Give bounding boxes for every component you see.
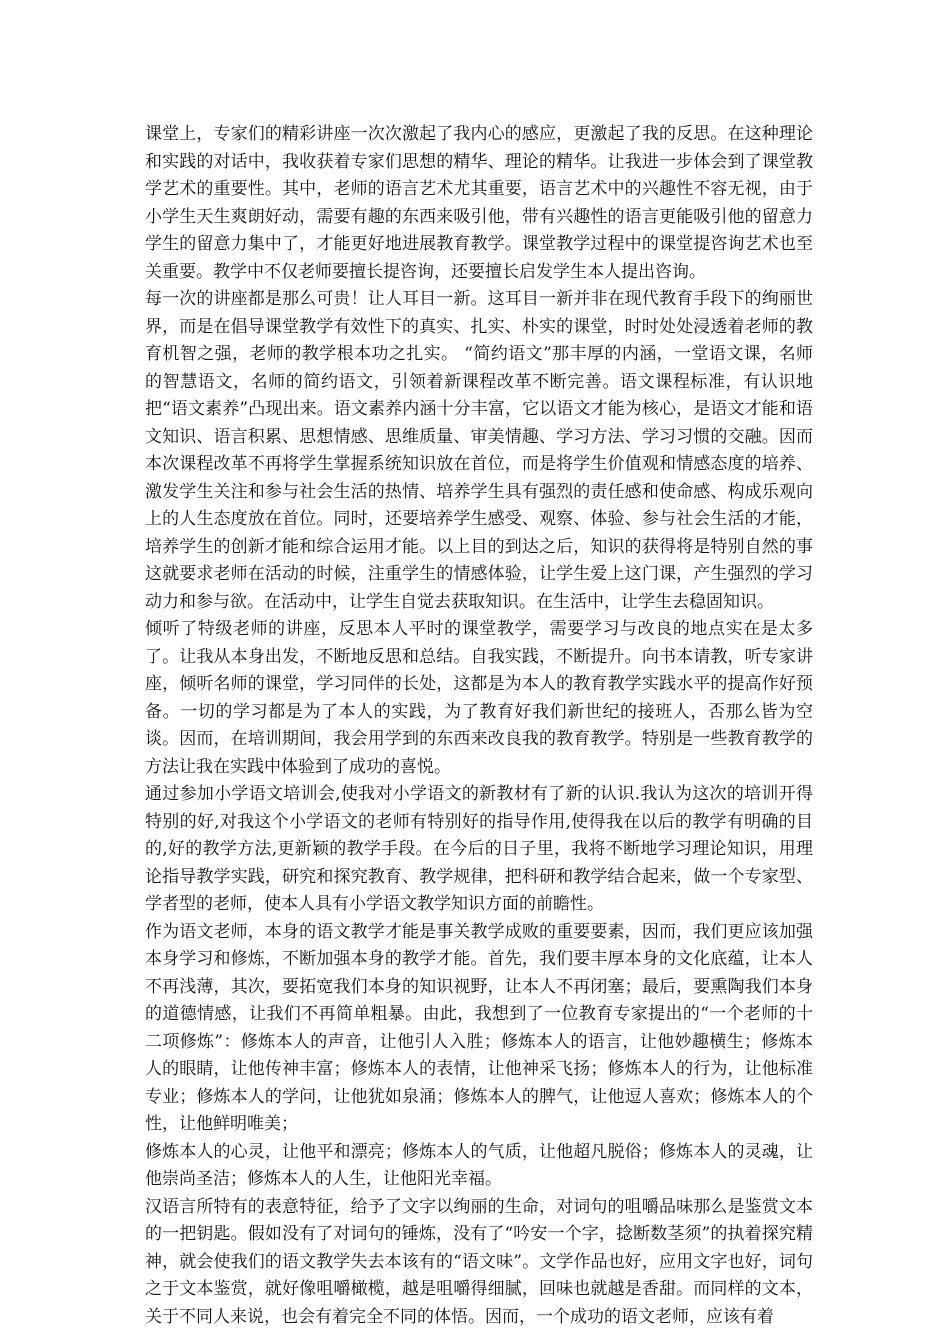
paragraph-3: 倾听了特级老师的讲座，反思本人平时的课堂教学，需要学习与改良的地点实在是太多了。让我从本身出发，不断地反思和总结。自我实践，不断提升。向书本请教，听专家讲座，倾听名师的课堂，学习同伴的长处，这都是为本人的教育教学实践水平的提高作好预备。一切的学习都是为了本人的实践，为了教育好我们新世纪的接班人，否那么皆为空谈。因而，在培训期间，我会用学到的东西来改良我的教育教学。特别是一些教育教学的方法让我在实践中体验到了成功的喜悦。 <box>145 619 813 777</box>
paragraph-2: 每一次的讲座都是那么可贵！让人耳目一新。这耳目一新并非在现代教育手段下的绚丽世界，而是在倡导课堂教学有效性下的真实、扎实、朴实的课堂，时时处处浸透着老师的教育机智之强，老师的教学根本功之扎实。 “简约语文”那丰厚的内涵，一堂语文课，名师的智慧语文，名师的简约语文，引领着新课程改革不断完善。语文课程标准，有认识地把“语文素养”凸现出来。语文素养内涵十分丰富，它以语文才能为核心，是语文才能和语文知识、语言积累、思想情感、思维质量、审美情趣、学习方法、学习习惯的交融。因而本次课程改革不再将学生掌握系统知识放在首位，而是将学生价值观和情感态度的培养、激发学生关注和参与社会生活的热情、培养学生具有强烈的责任感和使命感、构成乐观向上的人生态度放在首位。同时，还要培养学生感受、观察、体验、参与社会生活的才能，培养学生的创新才能和综合运用才能。以上目的到达之后，知识的获得将是特别自然的事这就要求老师在活动的时候，注重学生的情感体验，让学生爱上这门课，产生强烈的学习动力和参与欲。在活动中，让学生自觉去获取知识。在生活中，让学生去稳固知识。 <box>145 289 813 612</box>
paragraph-6: 修炼本人的心灵，让他平和漂亮；修炼本人的气质，让他超凡脱俗；修炼本人的灵魂，让他崇尚圣洁；修炼本人的人生，让他阳光幸福。 <box>145 1141 813 1189</box>
document-body <box>145 121 813 1331</box>
paragraph-5: 作为语文老师，本身的语文教学才能是事关教学成败的重要要素，因而，我们更应该加强本身学习和修炼，不断加强本身的教学才能。首先，我们要丰厚本身的文化底蕴，让本人不再浅薄，其次，要拓宽我们本身的知识视野，让本人不再闭塞；最后，要熏陶我们本身的道德情感，让我们不再简单粗暴。由此，我想到了一位教育专家提出的“一个老师的十二项修炼”：修炼本人的声音，让他引人入胜；修炼本人的语言，让他妙趣横生；修炼本人的眼睛，让他传神丰富；修炼本人的表情，让他神采飞扬；修炼本人的行为，让他标准专业；修炼本人的学问，让他犹如泉涌；修炼本人的脾气，让他逗人喜欢；修炼本人的个性，让他鲜明唯美； <box>145 921 813 1134</box>
paragraph-7: 汉语言所特有的表意特征，给予了文字以绚丽的生命，对词句的咀嚼品味那么是鉴赏文本的一把钥匙。假如没有了对词句的锤炼，没有了“吟安一个字，捻断数茎须”的执着探究精神，就会使我们的语文教学失去本该有的“语文味”。文学作品也好，应用文字也好，词句之于文本鉴赏，就好像咀嚼橄榄，越是咀嚼得细腻，回味也就越是香甜。而同样的文本，关于不同人来说，也会有着完全不同的体悟。因而，一个成功的语文老师，应该有着 <box>145 1196 813 1327</box>
paragraph-4: 通过参加小学语文培训会,使我对小学语文的新教材有了新的认识.我认为这次的培训开得特别的好,对我这个小学语文的老师有特别好的指导作用,使得我在以后的教学有明确的目的,好的教学方法,更新颖的教学手段。在今后的日子里，我将不断地学习理论知识，用理论指导教学实践，研究和探究教育、教学规律，把科研和教学结合起来，做一个专家型、学者型的老师，使本人具有小学语文教学知识方面的前瞻性。 <box>145 784 813 914</box>
paragraph-1: 课堂上，专家们的精彩讲座一次次激起了我内心的感应，更激起了我的反思。在这种理论和实践的对话中，我收获着专家们思想的精华、理论的精华。让我进一步体会到了课堂教学艺术的重要性。其中，老师的语言艺术尤其重要，语言艺术中的兴趣性不容无视，由于小学生天生爽朗好动，需要有趣的东西来吸引他，带有兴趣性的语言更能吸引他的留意力学生的留意力集中了，才能更好地进展教育教学。课堂教学过程中的课堂提咨询艺术也至关重要。教学中不仅老师要擅长提咨询，还要擅长启发学生本人提出咨询。 <box>145 124 813 282</box>
